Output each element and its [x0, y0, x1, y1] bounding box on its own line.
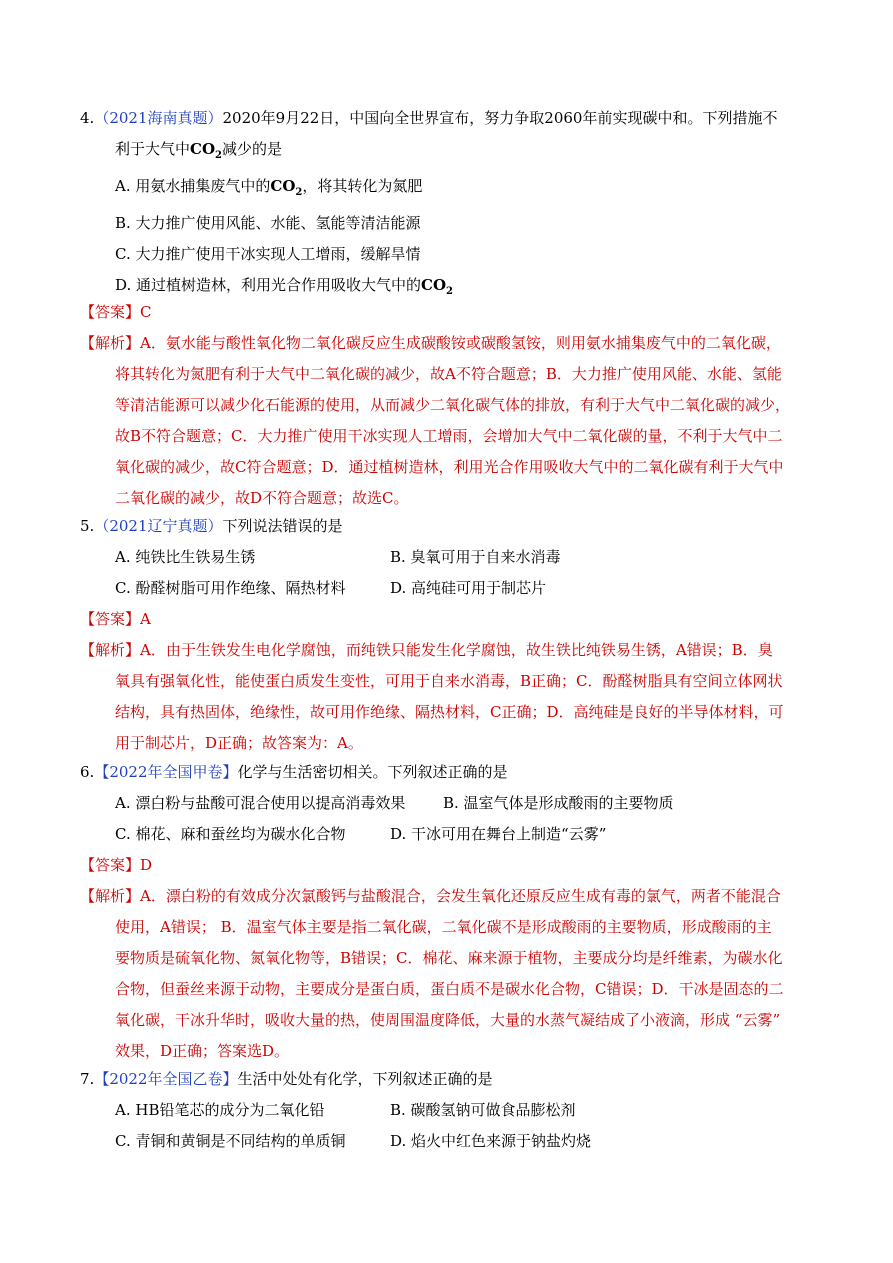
- question-6: [80, 757, 825, 850]
- option-d: D. 通过植树造林，利用光合作用吸收大气中的$CO_2$: [115, 276, 454, 297]
- option-d: D. 焰火中红色来源于钠盐灼烧: [390, 1132, 592, 1150]
- explanation-4: 【解析】A．氨水能与酸性氧化物二氧化碳反应生成碳酸铵或碳酸氢铵，则用氨水捕集废气中的二氧化碳， 将其转化为氮肥有利于大气中二氧化碳的减少，故A不符合题意；B．大力推广使用风能、水能、氢能 等清洁能源可以减少化石能源的使用，从而减少二氧化碳气体的排放，有利于大气中二氧化碳的减少， 故B不符合题意；C．大力推广使用干冰实现人工增雨，会增加大气中二氧化碳的量，不利于大气中二 氧化碳的减少，故C符合题意；D．通过植树造林，利用光合作用吸收大气中的二氧化碳有利于大气中 二氧化碳的减少，故D不符合题意；故选C。: [80, 334, 791, 507]
- question-4-stem-line-1: [80, 103, 825, 134]
- co2-formula: $CO_2$: [421, 276, 454, 297]
- answer-4: [80, 297, 825, 328]
- question-number: 6.: [80, 763, 95, 781]
- option-c: C. 酚醛树脂可用作绝缘、隔热材料: [115, 579, 346, 597]
- question-7: [80, 1064, 825, 1157]
- answer-label: 【答案】C: [80, 303, 152, 321]
- option-d: D. 高纯硅可用于制芯片: [390, 579, 547, 597]
- option-a: A. 用氨水捕集废气中的$CO_2$，将其转化为氮肥: [115, 177, 423, 198]
- explanation-6: 【解析】A．漂白粉的有效成分次氯酸钙与盐酸混合，会发生氧化还原反应生成有毒的氯气，两者不能混合 使用，A错误； B．温室气体主要是指二氧化碳，二氧化碳不是形成酸雨的主要物质，形成酸雨的主 要物质是硫氧化物、氮氧化物等，B错误；C．棉花、麻来源于植物，主要成分均是纤维素，为碳水化 合物，但蚕丝来源于动物，主要成分是蛋白质，蛋白质不是碳水化合物，C错误；D．干冰是固态的二 氧化碳，干冰升华时，吸收大量的热，使周围温度降低，大量的水蒸气凝结成了小液滴，形成 “云雾” 效果，D正确；答案选D。: [80, 887, 784, 1060]
- option-a: A. HB铅笔芯的成分为二氧化铅: [115, 1101, 325, 1119]
- question-source: 【2022年全国甲卷】: [94, 763, 238, 781]
- question-5: [80, 511, 825, 604]
- option-c: C. 青铜和黄铜是不同结构的单质铜: [115, 1132, 346, 1150]
- question-stem: 下列说法错误的是: [222, 517, 343, 535]
- question-source: （2021辽宁真题）: [94, 517, 223, 535]
- option-a: A. 漂白粉与盐酸可混合使用以提高消毒效果: [115, 794, 406, 812]
- answer-5: [80, 604, 825, 635]
- question-4: [80, 103, 825, 307]
- option-b: B. 大力推广使用风能、水能、氢能等清洁能源: [115, 214, 421, 232]
- option-c: C. 棉花、麻和蚕丝均为碳水化合物: [115, 825, 346, 843]
- question-4-stem-line-2: 利于大气中$CO_2$减少的是: [115, 140, 283, 161]
- question-source: 【2022年全国乙卷】: [94, 1070, 238, 1088]
- answer-label: 【答案】A: [80, 610, 151, 628]
- question-number: 7.: [80, 1070, 95, 1088]
- co2-formula: $CO_2$: [190, 140, 222, 161]
- answer-6: [80, 850, 825, 881]
- option-b: B. 温室气体是形成酸雨的主要物质: [443, 794, 674, 812]
- option-b: B. 臭氧可用于自来水消毒: [390, 548, 561, 566]
- question-number: 4.: [80, 109, 95, 127]
- co2-formula: $CO_2$: [270, 177, 303, 198]
- option-c: C. 大力推广使用干冰实现人工增雨，缓解旱情: [115, 245, 421, 263]
- explanation-5: 【解析】A．由于生铁发生电化学腐蚀，而纯铁只能发生化学腐蚀，故生铁比纯铁易生锈，A错误；B．臭 氧具有强氧化性，能使蛋白质发生变性，可用于自来水消毒，B正确；C．酚醛树脂具有空间立体网状 结构，具有热固体，绝缘性，故可用作绝缘、隔热材料，C正确；D．高纯硅是良好的半导体材料，可 用于制芯片，D正确；故答案为：A。: [80, 641, 784, 752]
- question-stem: 2020年9月22日，中国向全世界宣布，努力争取2060年前实现碳中和。下列措施不: [222, 109, 778, 127]
- answer-label: 【答案】D: [80, 856, 153, 874]
- question-stem: 化学与生活密切相关。下列叙述正确的是: [237, 763, 508, 781]
- option-a: A. 纯铁比生铁易生锈: [115, 548, 256, 566]
- question-number: 5.: [80, 517, 95, 535]
- option-b: B. 碳酸氢钠可做食品膨松剂: [390, 1101, 576, 1119]
- question-source: （2021海南真题）: [94, 109, 223, 127]
- option-d: D. 干冰可用在舞台上制造“云雾”: [390, 825, 607, 843]
- question-stem: 生活中处处有化学，下列叙述正确的是: [237, 1070, 493, 1088]
